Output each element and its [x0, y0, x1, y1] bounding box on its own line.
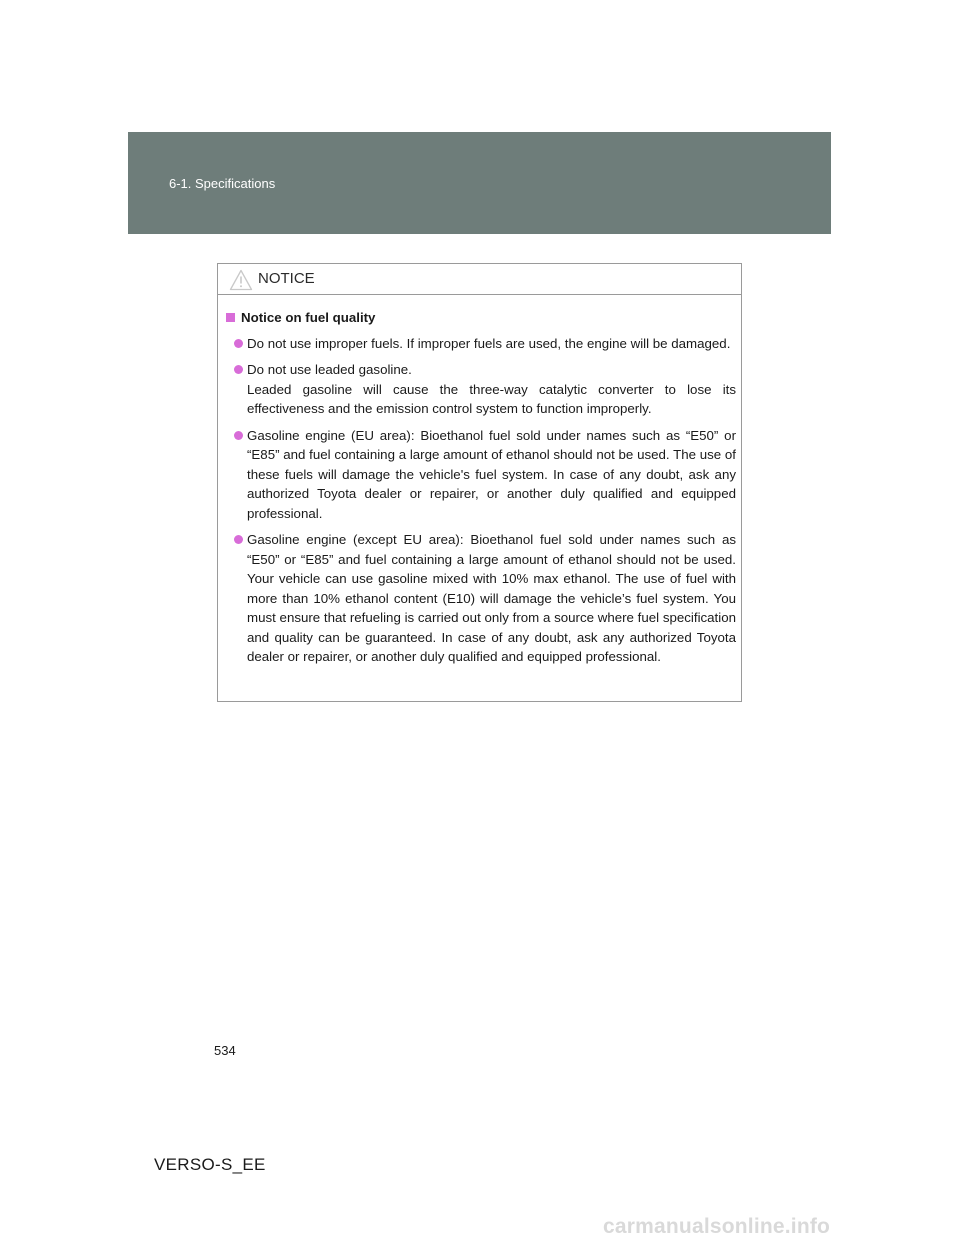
notice-item	[226, 360, 736, 419]
page-number: 534	[214, 1043, 236, 1058]
notice-topic	[226, 308, 736, 328]
bullet-dot-icon	[234, 535, 243, 544]
notice-item	[226, 334, 736, 354]
bullet-dot-icon	[234, 339, 243, 348]
section-header	[128, 132, 831, 234]
notice-label: NOTICE	[258, 270, 315, 287]
notice-item	[226, 530, 736, 667]
bullet-dot-icon	[234, 365, 243, 374]
document-code: VERSO-S_EE	[154, 1155, 266, 1174]
notice-header	[218, 264, 741, 295]
bullet-dot-icon	[234, 431, 243, 440]
notice-topic-text: Notice on fuel quality	[241, 310, 376, 325]
notice-item-text: Do not use leaded gasoline.	[247, 362, 412, 377]
watermark: carmanualsonline.info	[603, 1215, 831, 1238]
square-bullet-icon	[226, 313, 235, 322]
notice-box	[217, 263, 742, 702]
warning-triangle-icon	[229, 269, 253, 291]
notice-item-text: Do not use improper fuels. If improper fuels are used, the engine will be damaged.	[247, 335, 731, 351]
notice-item-detail: Leaded gasoline will cause the three-way catalytic converter to lose its effectiveness and the emission control system to function improperly.	[247, 381, 736, 416]
notice-item-text: Gasoline engine (EU area): Bioethanol fuel sold under names such as “E50” or “E85” and fuel containing a large amount of ethanol should not be used. The use of these fuels will damage the vehicle's fuel system. In case of any doubt, ask any authorized Toyota dealer or repairer, or another duly qualified and equipped professional.	[247, 427, 736, 521]
notice-item-text: Gasoline engine (except EU area): Bioethanol fuel sold under names such as “E50” or “E85” and fuel containing a large amount of ethanol should not be used. Your vehicle can use gasoline mixed with 10% max ethanol. The use of fuel with more than 10% ethanol content (E10) will damage the vehicle’s fuel system. You must ensure that refueling is carried out only from a source where fuel specification and quality can be guaranteed. In case of any doubt, ask any authorized Toyota dealer or repairer, or another duly qualified and equipped professional.	[247, 532, 736, 664]
notice-item	[226, 426, 736, 524]
notice-body	[218, 295, 741, 667]
section-title: 6-1. Specifications	[169, 176, 276, 191]
